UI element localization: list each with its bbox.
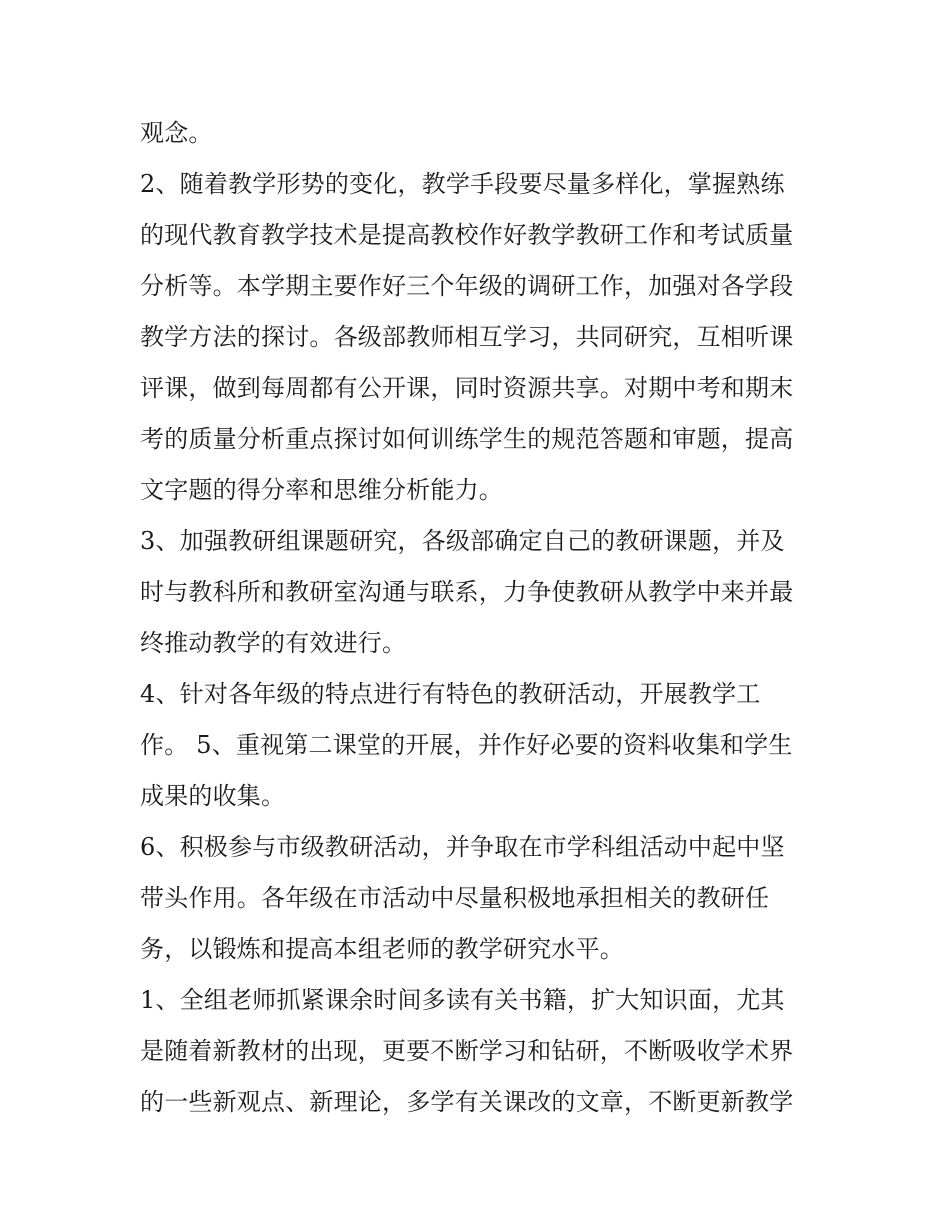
- document-body: [140, 108, 820, 1128]
- text-line: 的现代教育教学技术是提高教校作好教学教研工作和考试质量: [140, 221, 794, 249]
- text-line: 教学方法的探讨。各级部教师相互学习，共同研究，互相听课: [140, 323, 794, 351]
- text-line: 1、全组老师抓紧课余时间多读有关书籍，扩大知识面，尤其: [140, 986, 785, 1014]
- text-line: 3、加强教研组课题研究，各级部确定自己的教研课题，并及: [140, 527, 785, 555]
- text-line: 2、随着教学形势的变化，教学手段要尽量多样化，掌握熟练: [140, 170, 785, 198]
- text-line: 终推动教学的有效进行。: [140, 629, 407, 657]
- text-line: 作。 5、重视第二课堂的开展，并作好必要的资料收集和学生: [140, 731, 793, 759]
- text-line: 时与教科所和教研室沟通与联系，力争使教研从教学中来并最: [140, 578, 794, 606]
- text-line: 的一些新观点、新理论，多学有关课改的文章，不断更新教学: [140, 1088, 794, 1116]
- text-line: 成果的收集。: [140, 782, 286, 810]
- text-line: 带头作用。各年级在市活动中尽量积极地承担相关的教研任: [140, 884, 770, 912]
- text-line: 务，以锻炼和提高本组老师的教学研究水平。: [140, 935, 624, 963]
- text-line: 考的质量分析重点探讨如何训练学生的规范答题和审题，提高: [140, 425, 794, 453]
- text-line: 观念。: [140, 119, 213, 147]
- text-line: 是随着新教材的出现，更要不断学习和钻研，不断吸收学术界: [140, 1037, 794, 1065]
- text-line: 6、积极参与市级教研活动，并争取在市学科组活动中起中坚: [140, 833, 785, 861]
- text-line: 分析等。本学期主要作好三个年级的调研工作，加强对各学段: [140, 272, 794, 300]
- text-line: 文字题的得分率和思维分析能力。: [140, 476, 503, 504]
- text-line: 4、针对各年级的特点进行有特色的教研活动，开展教学工: [140, 680, 761, 708]
- text-line: 评课，做到每周都有公开课，同时资源共享。对期中考和期末: [140, 374, 794, 402]
